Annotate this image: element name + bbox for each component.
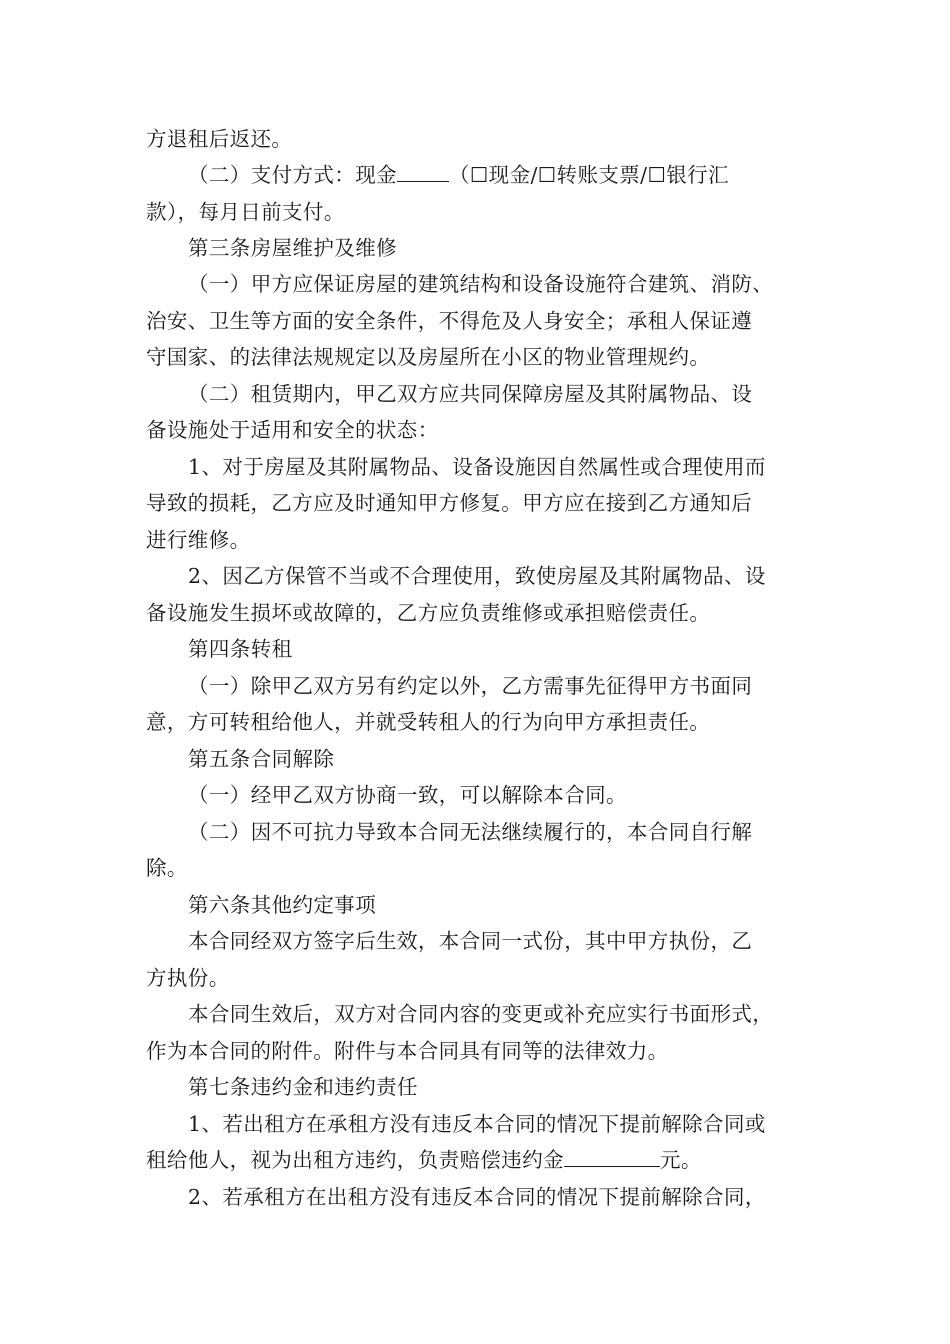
text-line: 本合同经双方签字后生效，本合同一式份，其中甲方执份，乙: [188, 929, 753, 953]
text-line: 款），每月日前支付。: [146, 200, 345, 224]
text-line: （一）除甲乙双方另有约定以外，乙方需事先征得甲方书面同: [188, 674, 753, 698]
text-line: （一）经甲乙双方协商一致，可以解除本合同。: [188, 783, 627, 807]
text-line: 备设施处于适用和安全的状态：: [146, 418, 439, 442]
section-heading: 第三条房屋维护及维修: [188, 236, 397, 260]
text-line: 方退租后返还。: [146, 127, 293, 151]
text-line: 导致的损耗，乙方应及时通知甲方修复。甲方应在接到乙方通知后: [146, 491, 753, 515]
text-line: 治安、卫生等方面的安全条件，不得危及人身安全；承租人保证遵: [146, 309, 753, 333]
text-line: 进行维修。: [146, 528, 251, 552]
section-heading: 第七条违约金和违约责任: [188, 1075, 418, 1099]
text-line: 1、若出租方在承租方没有违反本合同的情况下提前解除合同或: [188, 1112, 766, 1136]
fill-in-blank: [564, 1148, 660, 1167]
text-line: 备设施发生损坏或故障的，乙方应负责维修或承担赔偿责任。: [146, 601, 711, 625]
text-segment: 租给他人，视为出租方违约，负责赔偿违约金: [146, 1148, 564, 1172]
text-line: 本合同生效后，双方对合同内容的变更或补充应实行书面形式，: [188, 1002, 774, 1026]
payment-method-line: [188, 163, 729, 187]
text-line: 2、因乙方保管不当或不合理使用，致使房屋及其附属物品、设: [188, 564, 766, 588]
text-segment: 元。: [660, 1148, 702, 1172]
text-line: 守国家、的法律法规规定以及房屋所在小区的物业管理规约。: [146, 345, 711, 369]
text-line: 2、若承租方在出租方没有违反本合同的情况下提前解除合同，: [188, 1185, 766, 1209]
text-line: （一）甲方应保证房屋的建筑结构和设备设施符合建筑、消防、: [188, 272, 774, 296]
text-line: 1、对于房屋及其附属物品、设备设施因自然属性或合理使用而: [188, 455, 766, 479]
text-segment: （☐现金/☐转账支票/☐银行汇: [449, 163, 729, 187]
section-heading: 第六条其他约定事项: [188, 893, 377, 917]
text-line: 作为本合同的附件。附件与本合同具有同等的法律效力。: [146, 1039, 669, 1063]
fill-in-blank: [397, 163, 449, 182]
text-line: （二）因不可抗力导致本合同无法继续履行的，本合同自行解: [188, 820, 753, 844]
text-line: （二）租赁期内，甲乙双方应共同保障房屋及其附属物品、设: [188, 382, 753, 406]
section-heading: 第五条合同解除: [188, 747, 335, 771]
section-heading: 第四条转租: [188, 637, 293, 661]
text-line: 方执份。: [146, 966, 230, 990]
penalty-line: [146, 1148, 702, 1172]
text-line: 意，方可转租给他人，并就受转租人的行为向甲方承担责任。: [146, 710, 711, 734]
text-segment: （二）支付方式：现金: [188, 163, 397, 187]
text-line: 除。: [146, 856, 188, 880]
